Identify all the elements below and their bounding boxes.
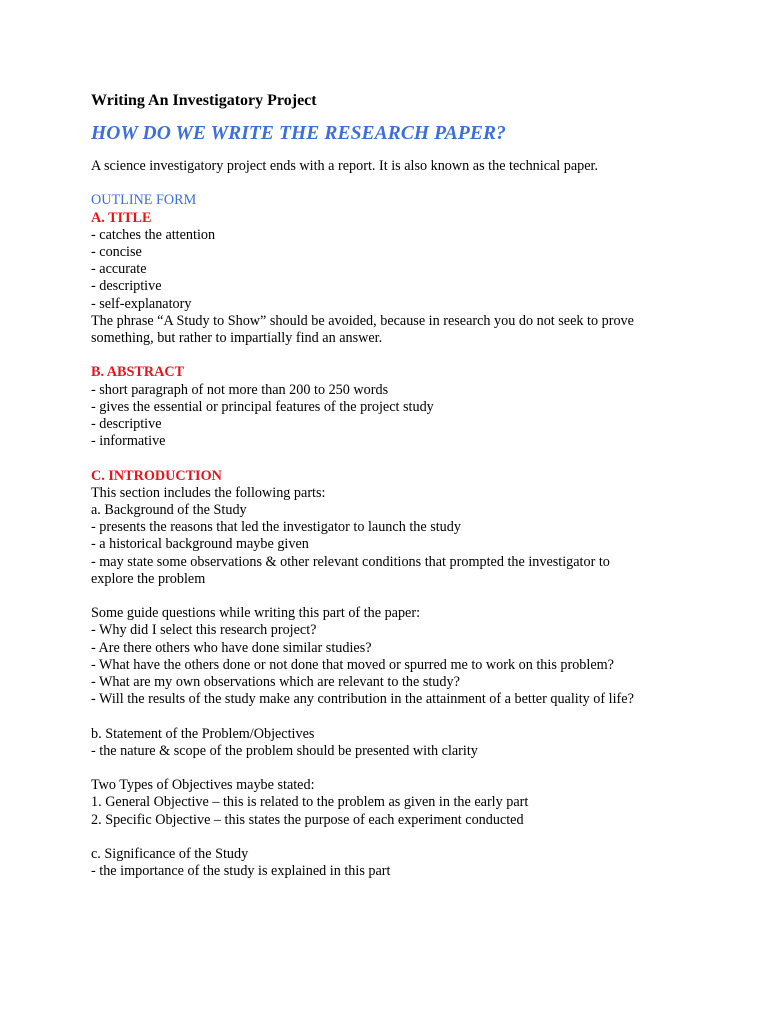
list-item: 1. General Objective – this is related to the problem as given in the early part — [91, 794, 529, 811]
paragraph-line: explore the problem — [91, 570, 206, 587]
paragraph-line: Some guide questions while writing this part of the paper: — [91, 605, 421, 622]
list-item: - accurate — [91, 261, 147, 278]
section-heading-abstract: B. ABSTRACT — [91, 364, 185, 381]
list-item: - Will the results of the study make any contribution in the attainment of a better quality of life? — [91, 691, 634, 708]
paragraph-line: something, but rather to impartially find an answer. — [91, 330, 383, 347]
paragraph-line: c. Significance of the Study — [91, 846, 249, 863]
intro-paragraph: A science investigatory project ends with a report. It is also known as the technical paper. — [91, 158, 599, 174]
main-heading: HOW DO WE WRITE THE RESEARCH PAPER? — [91, 123, 506, 144]
list-item: 2. Specific Objective – this states the purpose of each experiment conducted — [91, 811, 524, 828]
abstract-section — [91, 364, 731, 450]
list-item: - short paragraph of not more than 200 to 250 words — [91, 381, 389, 398]
list-item: - What are my own observations which are relevant to the study? — [91, 674, 460, 691]
list-item: - Why did I select this research project? — [91, 622, 317, 639]
list-item: - gives the essential or principal features of the project study — [91, 398, 434, 415]
section-heading-introduction: C. INTRODUCTION — [91, 467, 222, 484]
list-item: - descriptive — [91, 278, 162, 295]
title-section — [91, 210, 731, 348]
document-page — [91, 90, 731, 880]
paragraph-line: - presents the reasons that led the investigator to launch the study — [91, 519, 461, 536]
document-title: Writing An Investigatory Project — [91, 92, 317, 109]
list-item: - Are there others who have done similar studies? — [91, 639, 372, 656]
list-item: - the importance of the study is explained in this part — [91, 863, 391, 880]
list-item: - catches the attention — [91, 226, 216, 243]
list-item: - descriptive — [91, 416, 162, 433]
list-item: - the nature & scope of the problem should be presented with clarity — [91, 742, 478, 759]
paragraph-line: This section includes the following parts: — [91, 484, 326, 501]
list-item: - informative — [91, 433, 166, 450]
list-item: - self-explanatory — [91, 295, 192, 312]
paragraph-line: Two Types of Objectives maybe stated: — [91, 777, 315, 794]
section-heading-title: A. TITLE — [91, 209, 152, 226]
paragraph-line: b. Statement of the Problem/Objectives — [91, 725, 315, 742]
outline-form-label: OUTLINE FORM — [91, 192, 197, 209]
paragraph-line: The phrase “A Study to Show” should be avoided, because in research you do not seek to prove — [91, 312, 634, 329]
paragraph-line: - a historical background maybe given — [91, 536, 309, 553]
list-item: - concise — [91, 244, 142, 260]
paragraph-line: a. Background of the Study — [91, 502, 247, 519]
paragraph-line: - may state some observations & other relevant conditions that prompted the investigator to — [91, 553, 610, 570]
introduction-section — [91, 468, 731, 881]
list-item: - What have the others done or not done that moved or spurred me to work on this problem? — [91, 656, 614, 673]
